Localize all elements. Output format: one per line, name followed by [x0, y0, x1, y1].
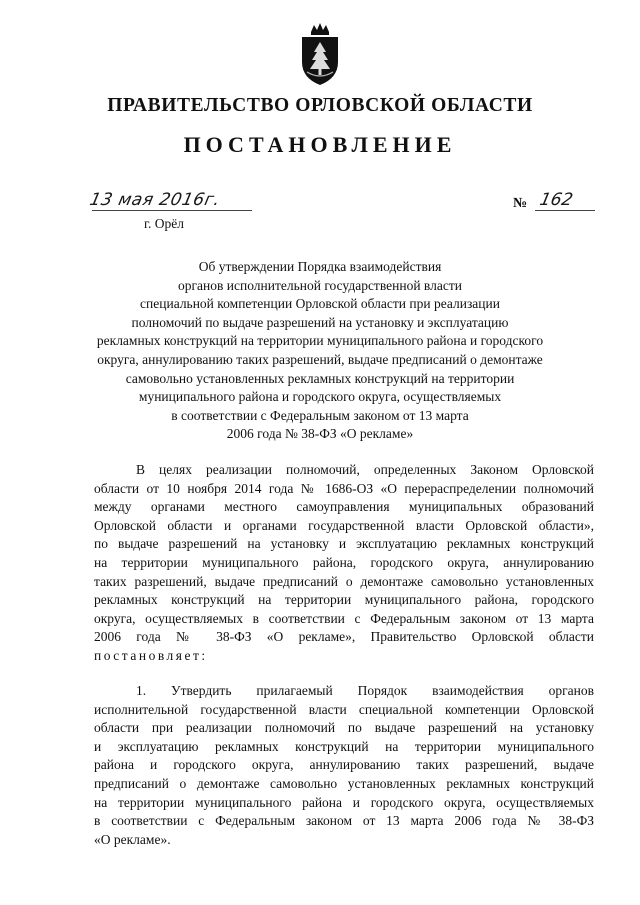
government-title: ПРАВИТЕЛЬСТВО ОРЛОВСКОЙ ОБЛАСТИ — [107, 95, 533, 116]
heading-line: самовольно установленных рекламных конструкций на территории — [125, 370, 515, 386]
heading-line: специальной компетенции Орловской области при реализации — [140, 296, 500, 312]
number-label: № — [513, 196, 528, 211]
heading-line: 2006 года № 38-ФЗ «О рекламе» — [226, 426, 414, 442]
heading-line: в соответствии с Федеральным законом от 13 марта — [171, 407, 469, 423]
paragraph-line: предписаний о демонтаже самовольно установленных рекламных конструкций — [94, 775, 594, 791]
preamble-paragraph — [94, 461, 594, 666]
heading-line: муниципального района и городского округа, осуществляемых — [138, 389, 502, 405]
handwritten-number: 162 — [537, 190, 575, 210]
number-underline — [535, 210, 595, 211]
paragraph-line: «О рекламе». — [94, 831, 171, 847]
paragraph-line: по выдаче разрешений на установку и эксплуатацию рекламных конструкций — [94, 536, 594, 552]
heading-line: Об утверждении Порядка взаимодействия — [198, 259, 442, 274]
paragraph-line: и эксплуатацию рекламных конструкций на территории муниципального — [94, 738, 594, 754]
date-underline — [92, 210, 252, 211]
heading-line: органов исполнительной государственной власти — [178, 277, 462, 293]
coat-of-arms-icon — [297, 22, 343, 86]
paragraph-line: 2006 года № 38-ФЗ «О рекламе», Правительство Орловской области — [94, 629, 594, 645]
document-type-title: ПОСТАНОВЛЕНИЕ — [183, 132, 457, 157]
paragraph-line: района и городского округа, аннулированию таких разрешений, выдаче — [94, 757, 594, 773]
document-heading — [60, 258, 580, 444]
paragraph-line: на территории муниципального района, городского округа, аннулированию — [94, 554, 594, 570]
handwritten-date: 13 мая 2016г. — [87, 190, 223, 210]
paragraph-line: в соответствии с Федеральным законом от 13 марта 2006 года № 38-ФЗ — [94, 813, 594, 829]
heading-line: округа, аннулированию таких разрешений, выдаче предписаний о демонтаже — [97, 351, 543, 367]
heading-line: рекламных конструкций на территории муниципального района и городского — [96, 333, 544, 349]
heading-line: полномочий по выдаче разрешений на установку и эксплуатацию — [131, 314, 509, 330]
paragraph-line: рекламных конструкций на территории муниципального района, городского — [94, 592, 594, 608]
paragraph-line: между органами местного самоуправления муниципальных образований — [94, 499, 594, 515]
city-label: г. Орёл — [144, 216, 184, 231]
paragraph-line: исполнительной государственной власти специальной компетенции Орловской — [94, 701, 594, 717]
paragraph-line: В целях реализации полномочий, определенных Законом Орловской — [136, 462, 594, 477]
paragraph-line: таких разрешений, выдаче предписаний о демонтаже самовольно установленных — [94, 573, 594, 589]
paragraph-line: Орловской области и органами государственной власти Орловской области», — [94, 517, 594, 533]
paragraph-line: области от 10 ноября 2014 года № 1686-ОЗ «О перераспределении полномочий — [94, 480, 594, 496]
resolves-word: постановляет: — [94, 647, 208, 663]
paragraph-line: 1. Утвердить прилагаемый Порядок взаимодействия органов — [136, 683, 594, 698]
paragraph-line: области при реализации полномочий по выдаче разрешений на установку — [94, 720, 594, 736]
paragraph-line: округа, осуществляемых в соответствии с Федеральным законом от 13 марта — [94, 610, 594, 626]
paragraph-line: на территории муниципального района и городского округа, осуществляемых — [94, 794, 594, 810]
clause-1-paragraph — [94, 682, 594, 849]
